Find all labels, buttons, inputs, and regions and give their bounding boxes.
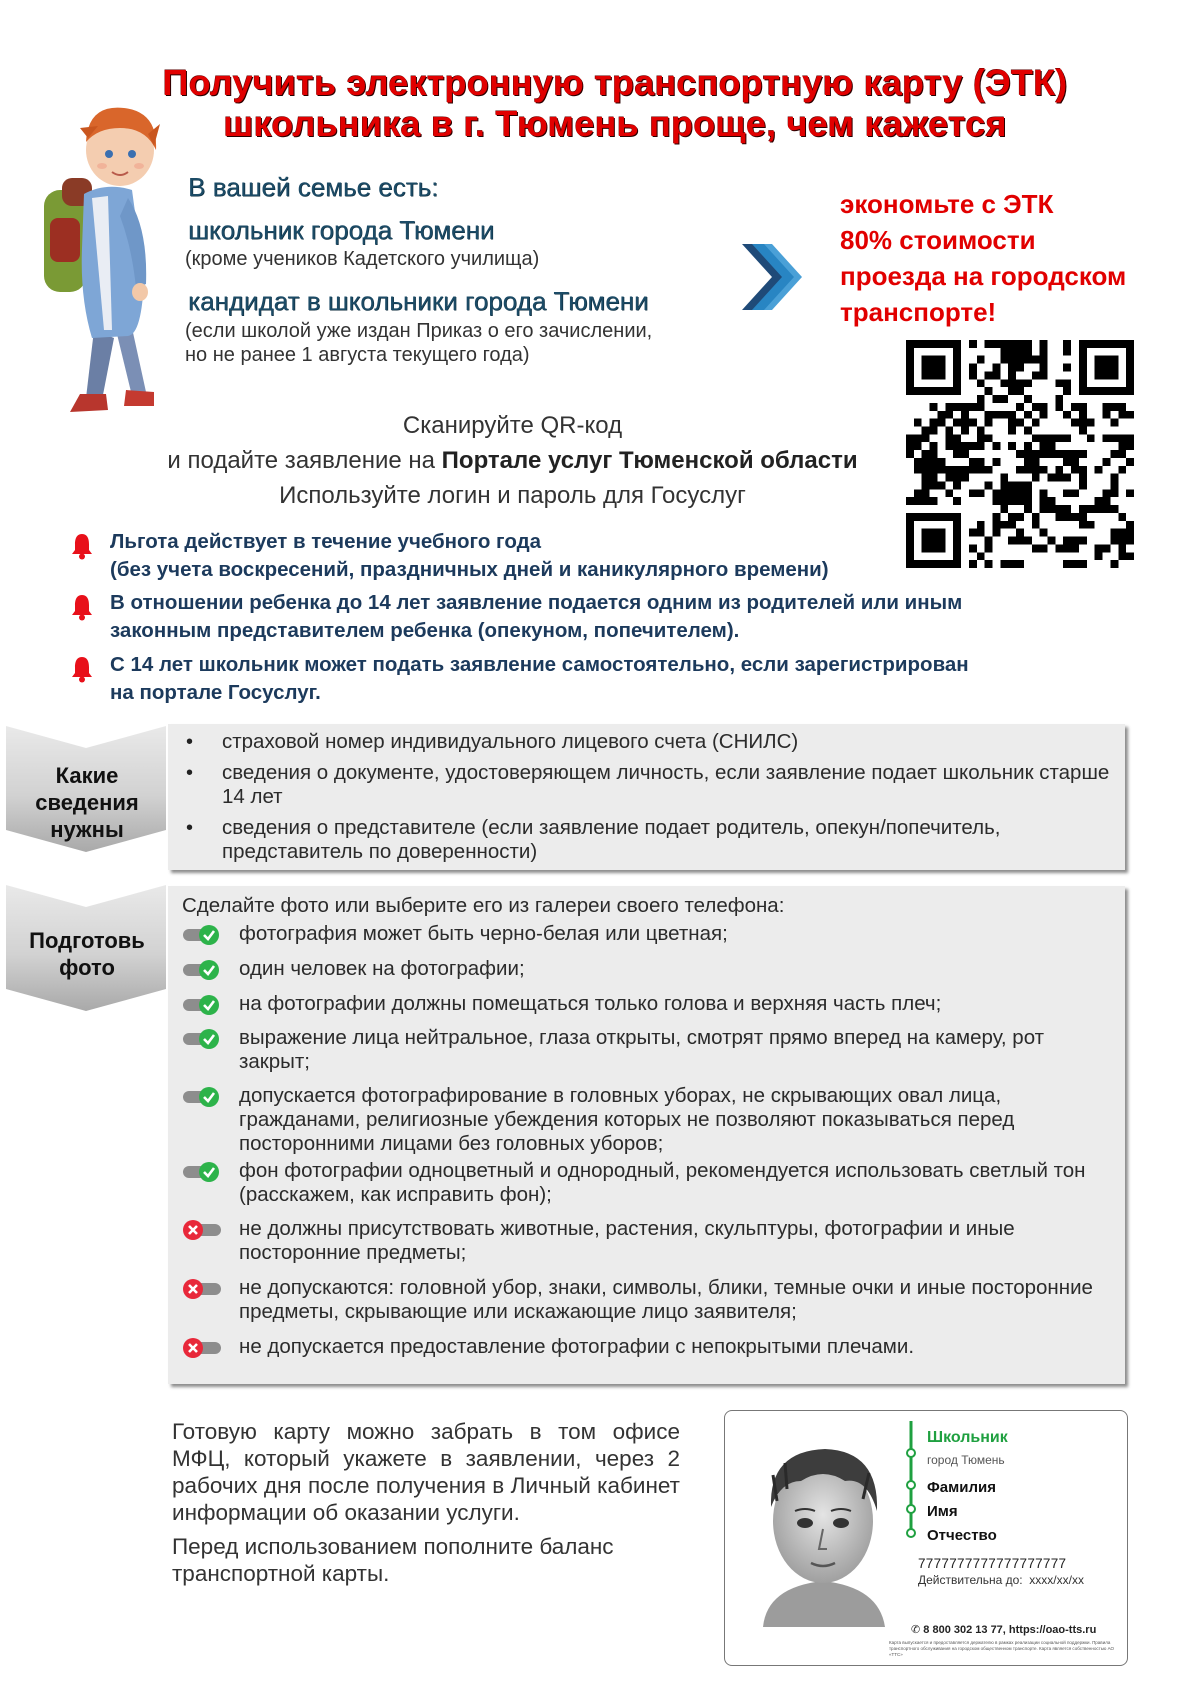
info-tab-label (4, 762, 170, 843)
scan-line-2-prefix: и подайте заявление на (167, 447, 442, 474)
card-surname: Фамилия (927, 1479, 996, 1496)
check-toggle-icon (182, 924, 222, 946)
bell-icon (70, 655, 94, 683)
family-item-candidate: кандидат в школьники города Тюмени (188, 286, 649, 316)
requirement-text: допускается фотографирование в головных уборах, не скрывающих овал лица, гражданами, религиозные убеждения которых не позволяют показываться перед посторонними лицами без головных уборов; (239, 1084, 1015, 1155)
warning-line: (без учета воскресений, праздничных дней и каникулярного времени) (110, 558, 829, 581)
boy-illustration (36, 98, 176, 438)
phone-icon: ✆ (911, 1624, 924, 1636)
tab-label-line: Подготовь (29, 928, 145, 953)
bell-icon (70, 532, 94, 560)
card-contact-text: 8 800 302 13 77, https://oao-tts.ru (923, 1624, 1097, 1636)
card-contact (911, 1623, 1096, 1636)
warning-line: на портале Госуслуг. (110, 681, 321, 704)
photo-tab-label (4, 927, 170, 981)
requirement-text: не допускается предоставление фотографии с непокрытыми плечами. (239, 1335, 915, 1358)
family-item-schoolboy: школьник города Тюмени (188, 215, 495, 245)
card-patronymic: Отчество (927, 1527, 997, 1544)
qr-code[interactable] (905, 340, 1135, 568)
bell-icon (70, 593, 94, 621)
scan-line-2 (120, 443, 905, 478)
savings-callout (840, 186, 1170, 330)
check-toggle-icon (182, 994, 222, 1016)
card-route-line (903, 1421, 919, 1553)
scan-line-1: Сканируйте QR-код (402, 412, 623, 439)
list-item: • сведения о документе, удостоверяющем личность, если заявление подает школьник старше 14 лет (168, 761, 1125, 809)
requirement-text: один человек на фотографии; (239, 957, 525, 980)
tab-label-line: нужны (50, 817, 124, 842)
warning-item (110, 528, 829, 584)
info-bullet-list (168, 730, 1125, 864)
list-item: • сведения о представителе (если заявление подает родитель, опекун/попечитель, представитель по доверенности) (168, 816, 1125, 864)
requirement-text: не допускаются: головной убор, знаки, символы, блики, темные очки и иные посторонние предметы, скрывающие или искажающие лицо заявителя; (239, 1276, 1093, 1323)
requirement-text: не должны присутствовать животные, растения, скульптуры, фотографии и иные посторонние предметы; (239, 1217, 1015, 1264)
title-line-2: школьника в г. Тюмень проще, чем кажется (223, 103, 1007, 144)
check-toggle-icon (182, 959, 222, 981)
info-section-tab (0, 726, 172, 858)
cross-toggle-icon (182, 1278, 222, 1300)
requirement-text: фон фотографии одноцветный и однородный, рекомендуется использовать светлый тон (расскажем, как исправить фон); (239, 1159, 1086, 1206)
photo-section-tab (0, 885, 172, 1017)
card-validity (918, 1573, 1084, 1587)
requirement-text: фотография может быть черно-белая или цветная; (239, 922, 728, 945)
warning-item (110, 651, 969, 707)
warning-item (110, 589, 962, 645)
card-category: Школьник (927, 1429, 1008, 1446)
savings-line-2: 80% стоимости (840, 225, 1036, 255)
photo-section-panel (168, 886, 1125, 1384)
info-section-panel (168, 724, 1125, 870)
savings-line-4: транспорте! (840, 297, 997, 327)
portal-name: Портале услуг Тюменской области (441, 447, 858, 474)
card-validity-label: Действительна до: (918, 1573, 1023, 1587)
child-portrait (743, 1437, 903, 1627)
page-title (120, 62, 1110, 144)
warning-line: В отношении ребенка до 14 лет заявление подается одним из родителей или иным (110, 591, 963, 614)
warning-line: законным представителем ребенка (опекуном, попечителем). (110, 619, 740, 642)
candidate-note-line-2: но не ранее 1 августа текущего года) (185, 344, 530, 366)
chevron-right-icon (742, 244, 804, 310)
card-number: 7777777777777777777 (918, 1556, 1067, 1571)
check-toggle-icon (182, 1086, 222, 1108)
card-validity-value: xxxx/xx/xx (1029, 1573, 1084, 1587)
family-item-candidate-note (185, 319, 745, 367)
savings-line-1: экономьте с ЭТК (840, 189, 1054, 219)
cross-toggle-icon (182, 1337, 222, 1359)
topup-text: Перед использованием пополните баланс транспортной карты. (172, 1534, 614, 1586)
tab-label-line: сведения (35, 790, 139, 815)
card-city: город Тюмень (927, 1453, 1005, 1467)
candidate-note-line-1: (если школой уже издан Приказ о его зачислении, (185, 320, 653, 342)
photo-intro: Сделайте фото или выберите его из галереи своего телефона: (182, 894, 785, 917)
savings-line-3: проезда на городском (840, 261, 1127, 291)
requirement-text: выражение лица нейтральное, глаза открыты, смотрят прямо вперед на камеру, рот закрыт; (239, 1026, 1045, 1073)
scan-line-3: Используйте логин и пароль для Госуслуг (279, 482, 746, 509)
pickup-text: Готовую карту можно забрать в том офисе МФЦ, который укажете в заявлении, через 2 рабочих дня после получения в Личный кабинет информации об оказании услуги. (172, 1419, 680, 1525)
requirement-text: на фотографии должны помещаться только голова и верхняя часть плеч; (239, 992, 942, 1015)
warning-line: Льгота действует в течение учебного года (110, 530, 541, 553)
warning-line: С 14 лет школьник может подать заявление самостоятельно, если зарегистрирован (110, 653, 969, 676)
check-toggle-icon (182, 1161, 222, 1183)
family-item-schoolboy-note: (кроме учеников Кадетского училища) (185, 248, 540, 270)
tab-label-line: Какие (55, 763, 119, 788)
check-toggle-icon (182, 1028, 222, 1050)
list-item: • страховой номер индивидуального лицевого счета (СНИЛС) (168, 730, 1125, 754)
cross-toggle-icon (182, 1219, 222, 1241)
card-name: Имя (927, 1503, 958, 1520)
transport-card (724, 1410, 1128, 1666)
scan-instructions (120, 408, 905, 513)
tab-label-line: фото (59, 955, 115, 980)
family-heading: В вашей семье есть: (188, 172, 439, 202)
card-fine-print: Карта выпускается и предоставляется держателю в рамках реализации социальной поддержки. Правила транспортного обслуживания на городском общественном транспорте. Карта является собственностью АО «ТТС» (889, 1640, 1115, 1657)
title-line-1: Получить электронную транспортную карту (ЭТК) (162, 62, 1068, 103)
